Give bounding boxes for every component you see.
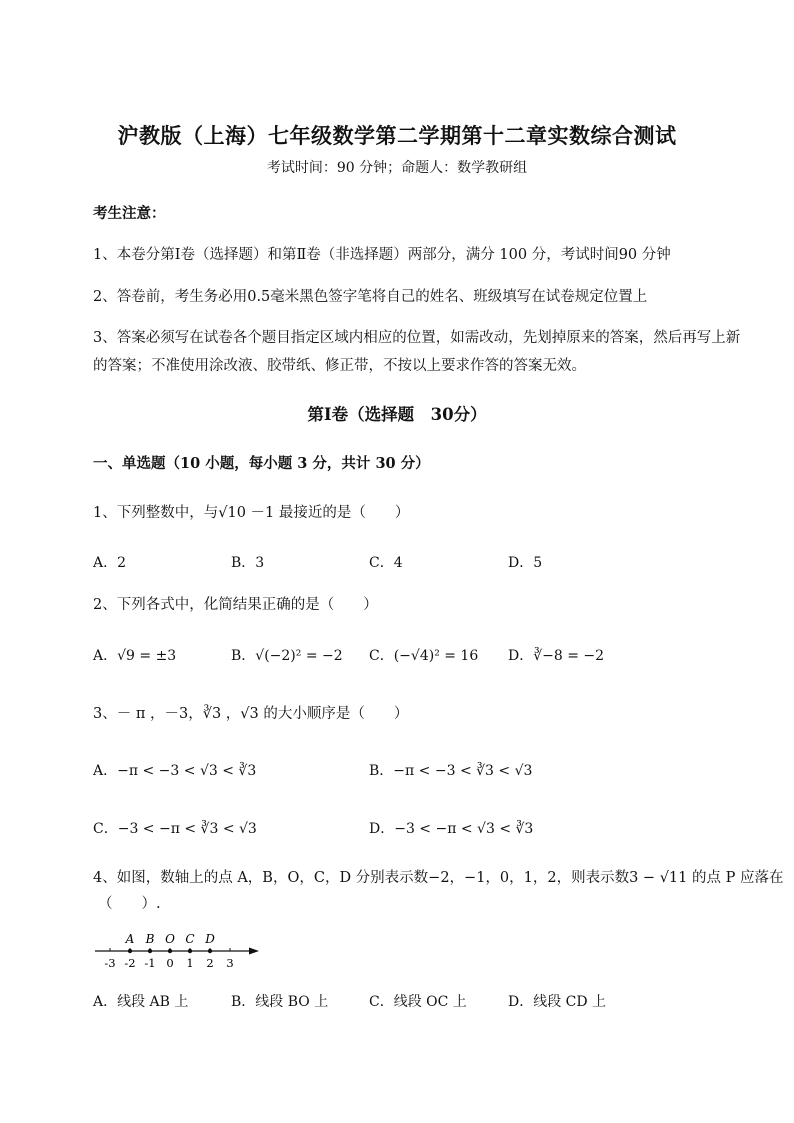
question-1-option-c: C．4 [369,555,403,571]
number-line-point-label: A [125,932,135,946]
question-2-option-d: D．∛−8 = −2 [508,648,605,664]
number-line-figure [93,928,273,973]
question-2-stem: 2、下列各式中，化简结果正确的是（ ） [93,597,378,613]
number-line-tick-label: -3 [104,956,116,970]
question-1-option-a: A．2 [93,555,127,571]
number-line-point [128,949,132,953]
notice-item-3: 3、答案必须写在试卷各个题目指定区域内相应的位置，如需改动，先划掉原来的答案，然后再写上新 [93,330,741,346]
notice-item-2: 2、答卷前，考生务必用0.5毫米黑色签字笔将自己的姓名、班级填写在试卷规定位置上 [93,289,648,305]
question-3-option-c: C．−3 < −π < ∛3 < √3 [93,821,257,837]
number-line-tick-label: -1 [144,956,156,970]
number-line-tick-label: 1 [186,956,194,970]
number-line-arrow-icon [249,948,259,955]
notice-item-1: 1、本卷分第Ⅰ卷（选择题）和第Ⅱ卷（非选择题）两部分，满分 100 分，考试时间90 分钟 [93,247,671,263]
number-line-point [188,949,192,953]
number-line-point [208,949,212,953]
part-heading: 一、单选题（10 小题，每小题 3 分，共计 30 分） [93,455,430,472]
notice-item-3-cont: 的答案；不准使用涂改液、胶带纸、修正带，不按以上要求作答的答案无效。 [93,358,586,374]
question-2-option-a: A．√9 = ±3 [93,648,177,664]
question-1-option-d: D．5 [508,555,543,571]
number-line-point-label: D [205,932,215,946]
question-2-option-b: B．√(−2)² = −2 [231,648,343,664]
section-title: 第Ⅰ卷（选择题 30分） [307,405,487,424]
question-3-option-a: A．−π < −3 < √3 < ∛3 [93,763,257,779]
question-4-stem-cont: （ ）. [98,896,161,912]
number-line-point [168,949,172,953]
notice-heading: 考生注意： [93,205,166,222]
number-line-tick-label: -2 [124,956,136,970]
question-2-option-c: C．(−√4)² = 16 [369,648,479,664]
number-line-point-label: B [145,932,155,946]
question-4-option-c: C．线段 OC 上 [369,994,467,1010]
exam-info: 考试时间：90 分钟；命题人：数学教研组 [266,160,528,176]
question-3-stem: 3、－ π ，－3，∛3 ，√3 的大小顺序是（ ） [93,706,409,722]
question-4-option-a: A．线段 AB 上 [93,994,189,1010]
question-3-option-b: B．−π < −3 < ∛3 < √3 [369,763,533,779]
number-line-point [148,949,152,953]
number-line-point-label: O [165,932,175,946]
page-title: 沪教版（上海）七年级数学第二学期第十二章实数综合测试 [117,123,677,148]
number-line-point-label: C [185,932,195,946]
question-4-stem: 4、如图，数轴上的点 A，B，O，C，D 分别表示数−2，−1，0，1，2，则表示数3 − √11 的点 P 应落在 [93,870,784,886]
number-line-tick-label: 0 [166,956,174,970]
question-4-option-d: D．线段 CD 上 [508,994,607,1010]
question-3-option-d: D．−3 < −π < √3 < ∛3 [369,821,534,837]
question-1-stem: 1、下列整数中，与√10 －1 最接近的是（ ） [93,505,410,521]
question-1-option-b: B．3 [231,555,265,571]
number-line-tick-label: 2 [206,956,214,970]
question-4-option-b: B．线段 BO 上 [231,994,329,1010]
number-line-tick-label: 3 [226,956,234,970]
